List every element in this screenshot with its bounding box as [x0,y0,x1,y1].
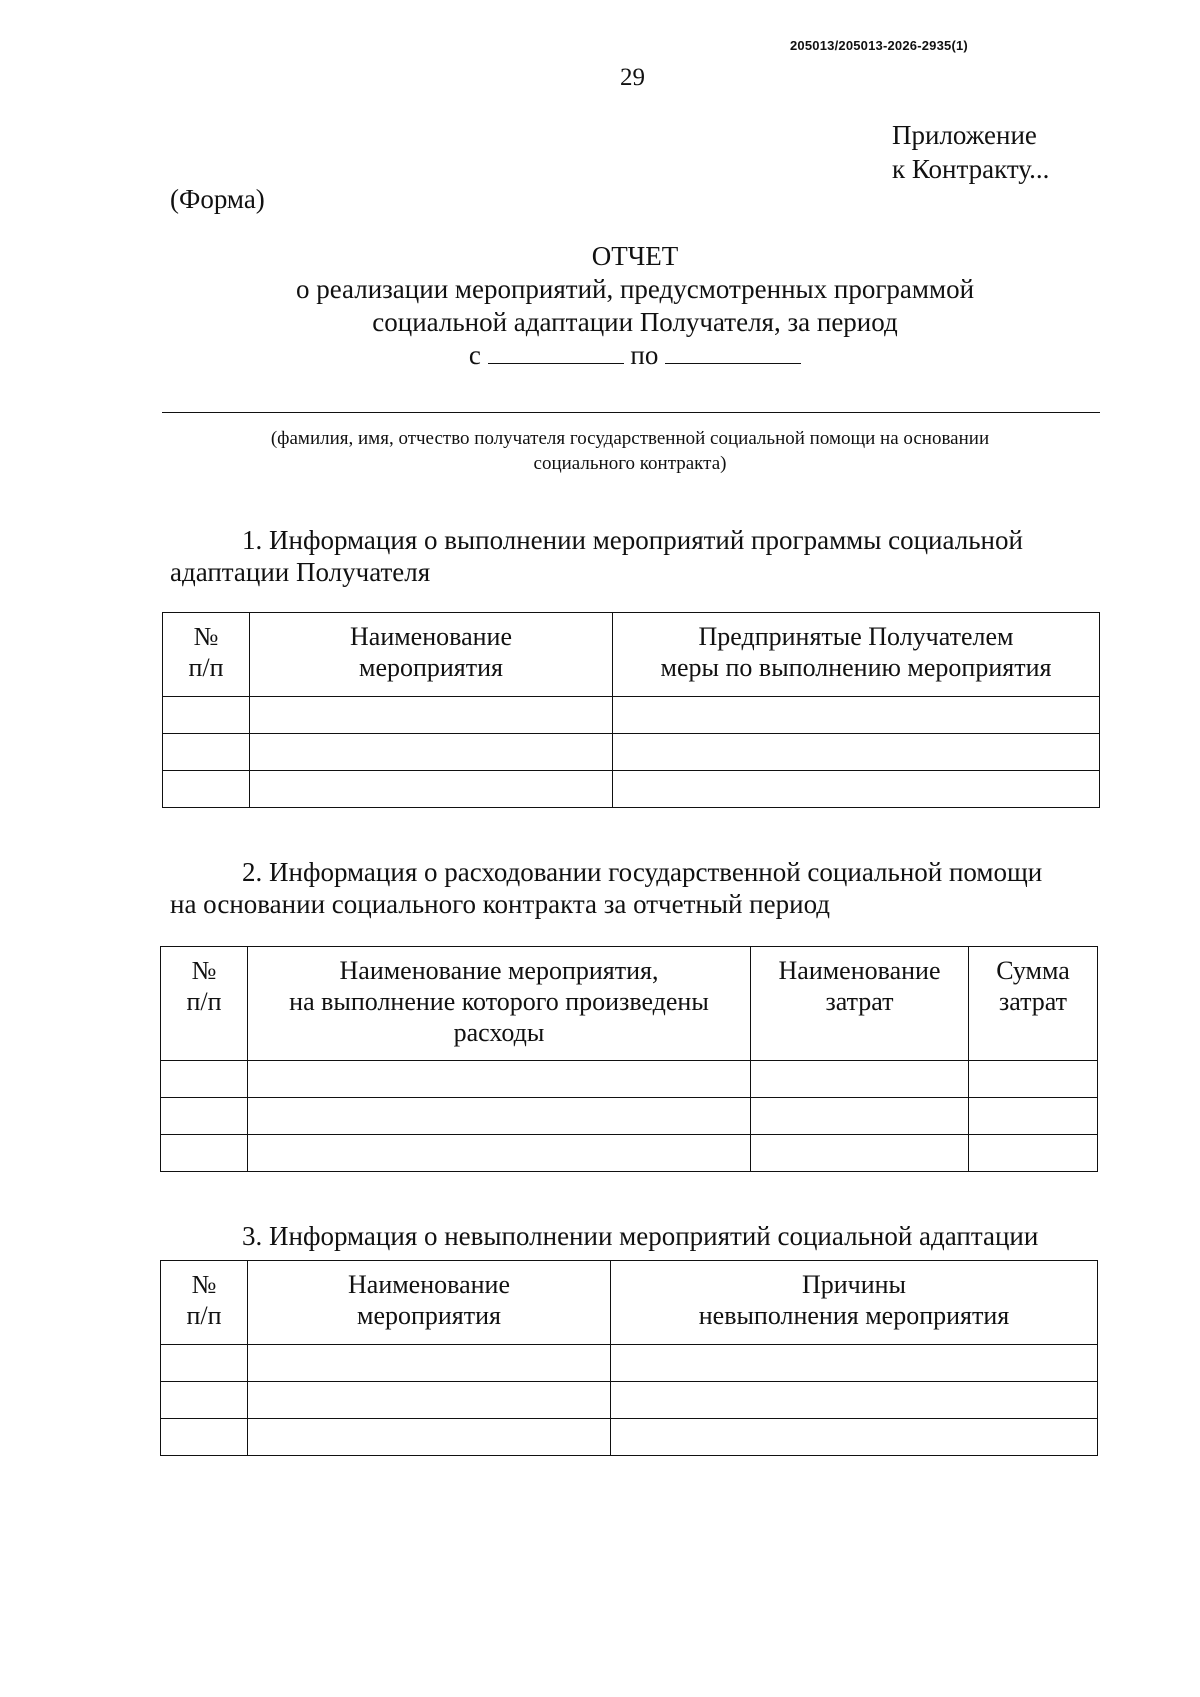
appendix-line-1: Приложение [892,120,1037,150]
title-line-3: социальной адаптации Получателя, за период [372,307,898,337]
column-activity-line-1: Наименование [348,1270,510,1299]
table-cell[interactable] [163,771,250,808]
title-line-1: ОТЧЕТ [591,241,679,271]
period-from-blank[interactable] [488,339,624,364]
section-2-heading-line-1: 2. Информация о расходовании государственной социальной помощи [242,857,1043,887]
title-line-2: о реализации мероприятий, предусмотренных программой [295,274,975,304]
table-cell[interactable] [248,1061,751,1098]
section-2-table [160,946,1098,1172]
table-cell[interactable] [163,734,250,771]
table-cell[interactable] [248,1098,751,1135]
column-number-line-1: № [191,956,217,985]
section-3-heading: 3. Информация о невыполнении мероприятий социальной адаптации [242,1221,1039,1251]
period-to-blank[interactable] [665,339,801,364]
table-cell[interactable] [613,771,1100,808]
column-measures-line-2: меры по выполнению мероприятия [660,653,1052,682]
column-expense-amount-header [969,947,1098,1061]
column-number-line-2: п/п [186,1301,222,1330]
column-number-line-2: п/п [188,653,224,682]
column-activity-line-2: на выполнение которого произведены [289,987,709,1016]
document-id: 205013/205013-2026-2935(1) [790,38,968,53]
column-number-line-1: № [191,1270,217,1299]
table-cell[interactable] [161,1382,248,1419]
table-cell[interactable] [751,1061,969,1098]
section-3-table [160,1260,1098,1456]
column-number-header [161,947,248,1061]
table-cell[interactable] [248,1345,611,1382]
section-3-header-row [161,1261,1098,1345]
table-cell[interactable] [969,1135,1098,1172]
table-cell[interactable] [161,1098,248,1135]
table-cell[interactable] [613,734,1100,771]
table-row [161,1345,1098,1382]
section-2-heading-line-2: на основании социального контракта за отчетный период [170,889,831,919]
column-measures-header [613,613,1100,697]
recipient-caption-line-2: социального контракта) [533,453,727,474]
column-activity-line-2: мероприятия [358,653,503,682]
table-row [161,1135,1098,1172]
period-to-label: по [630,340,659,370]
table-row [161,1419,1098,1456]
section-1-heading-line-1: 1. Информация о выполнении мероприятий программы социальной [242,525,1023,555]
column-expense-name-header [751,947,969,1061]
recipient-name-line[interactable] [162,412,1100,413]
table-row [161,1382,1098,1419]
column-activity-expenses-header [248,947,751,1061]
column-reasons-line-1: Причины [801,1270,907,1299]
recipient-caption [170,426,1090,476]
column-reasons-header [611,1261,1098,1345]
table-cell[interactable] [751,1135,969,1172]
column-reasons-line-2: невыполнения мероприятия [698,1301,1010,1330]
table-cell[interactable] [248,1135,751,1172]
column-expense-name-line-1: Наименование [778,956,941,985]
column-activity-name-header [250,613,613,697]
table-cell[interactable] [161,1135,248,1172]
section-1-heading-line-2: адаптации Получателя [170,557,431,587]
form-label: (Форма) [170,184,265,214]
column-number-line-1: № [193,622,219,651]
page-number: 29 [620,64,645,91]
table-cell[interactable] [161,1345,248,1382]
table-cell[interactable] [611,1419,1098,1456]
recipient-caption-line-1: (фамилия, имя, отчество получателя государственной социальной помощи на основании [270,428,990,449]
column-number-line-2: п/п [186,987,222,1016]
table-cell[interactable] [248,1382,611,1419]
table-row [163,697,1100,734]
column-activity-name-header [248,1261,611,1345]
table-cell[interactable] [751,1098,969,1135]
table-row [163,771,1100,808]
column-number-header [163,613,250,697]
table-cell[interactable] [163,697,250,734]
section-2-heading [170,856,1095,920]
period-line [230,339,1040,372]
appendix-note [892,118,1049,186]
table-cell[interactable] [161,1419,248,1456]
table-cell[interactable] [248,1419,611,1456]
table-row [161,1098,1098,1135]
column-expense-amount-line-1: Сумма [996,956,1070,985]
table-cell[interactable] [161,1061,248,1098]
period-from-label: с [468,340,481,370]
column-activity-line-1: Наименование [350,622,512,651]
table-cell[interactable] [969,1098,1098,1135]
column-expense-amount-line-2: затрат [998,987,1068,1016]
section-2-header-row [161,947,1098,1061]
section-1-header-row [163,613,1100,697]
table-cell[interactable] [250,697,613,734]
column-activity-line-2: мероприятия [356,1301,501,1330]
column-activity-line-1: Наименование мероприятия, [339,956,659,985]
table-row [161,1061,1098,1098]
table-cell[interactable] [250,771,613,808]
table-cell[interactable] [611,1345,1098,1382]
column-activity-line-3: расходы [453,1018,545,1047]
column-measures-line-1: Предпринятые Получателем [698,622,1014,651]
column-expense-name-line-2: затрат [825,987,894,1016]
section-1-heading [170,524,1095,588]
column-number-header [161,1261,248,1345]
appendix-line-2: к Контракту... [892,154,1050,184]
report-title [230,240,1040,372]
table-cell[interactable] [611,1382,1098,1419]
table-cell[interactable] [969,1061,1098,1098]
table-cell[interactable] [250,734,613,771]
table-cell[interactable] [613,697,1100,734]
table-row [163,734,1100,771]
section-1-table [162,612,1100,808]
